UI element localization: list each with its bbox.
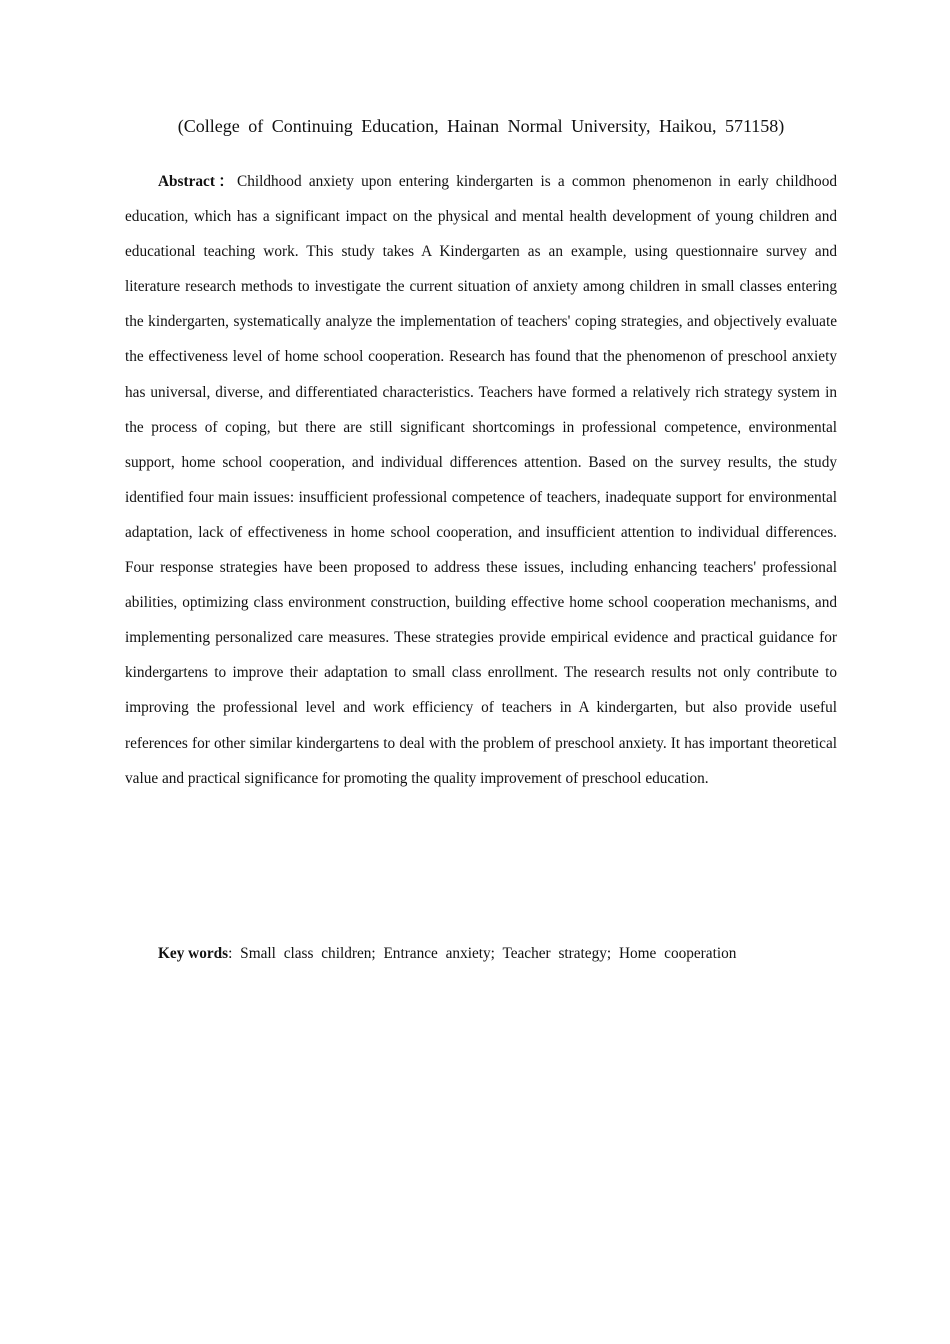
abstract-text: Childhood anxiety upon entering kindergarten is a common phenomenon in early childhood education, which has a significant impact on the physical and mental health development of young children and educational teaching work. This study takes A Kindergarten as an example, using questionnaire survey and literature research methods to investigate the current situation of anxiety among children in small classes entering the kindergarten, systematically analyze the implementation of teachers' coping strategies, and objectively evaluate the effectiveness level of home school cooperation. Research has found that the phenomenon of preschool anxiety has universal, diverse, and differentiated characteristics. Teachers have formed a relatively rich strategy system in the process of coping, but there are still significant shortcomings in professional competence, environmental support, home school cooperation, and individual differences attention. Based on the survey results, the study identified four main issues: insufficient professional competence of teachers, inadequate support for environmental adaptation, lack of effectiveness in home school cooperation, and insufficient attention to individual differences. Four response strategies have been proposed to address these issues, including enhancing teachers' professional abilities, optimizing class environment construction, building effective home school cooperation mechanisms, and implementing personalized care measures. These strategies provide empirical evidence and practical guidance for kindergartens to improve their adaptation to small class enrollment. The research results not only contribute to improving the professional level and work efficiency of teachers in A kindergarten, but also provide useful references for other similar kindergartens to deal with the problem of preschool anxiety. It has important theoretical value and practical significance for promoting the quality improvement of preschool education. bbox=[125, 173, 837, 787]
abstract-label: Abstract： bbox=[158, 173, 238, 190]
author-affiliation: (College of Continuing Education, Hainan Normal University, Haikou, 571158) bbox=[177, 116, 785, 136]
keywords-label: Key words bbox=[158, 945, 229, 962]
keywords-text: : Small class children; Entrance anxiety; Teacher strategy; Home cooperation bbox=[228, 945, 737, 962]
abstract-paragraph bbox=[125, 164, 837, 796]
keywords-line bbox=[125, 936, 837, 971]
